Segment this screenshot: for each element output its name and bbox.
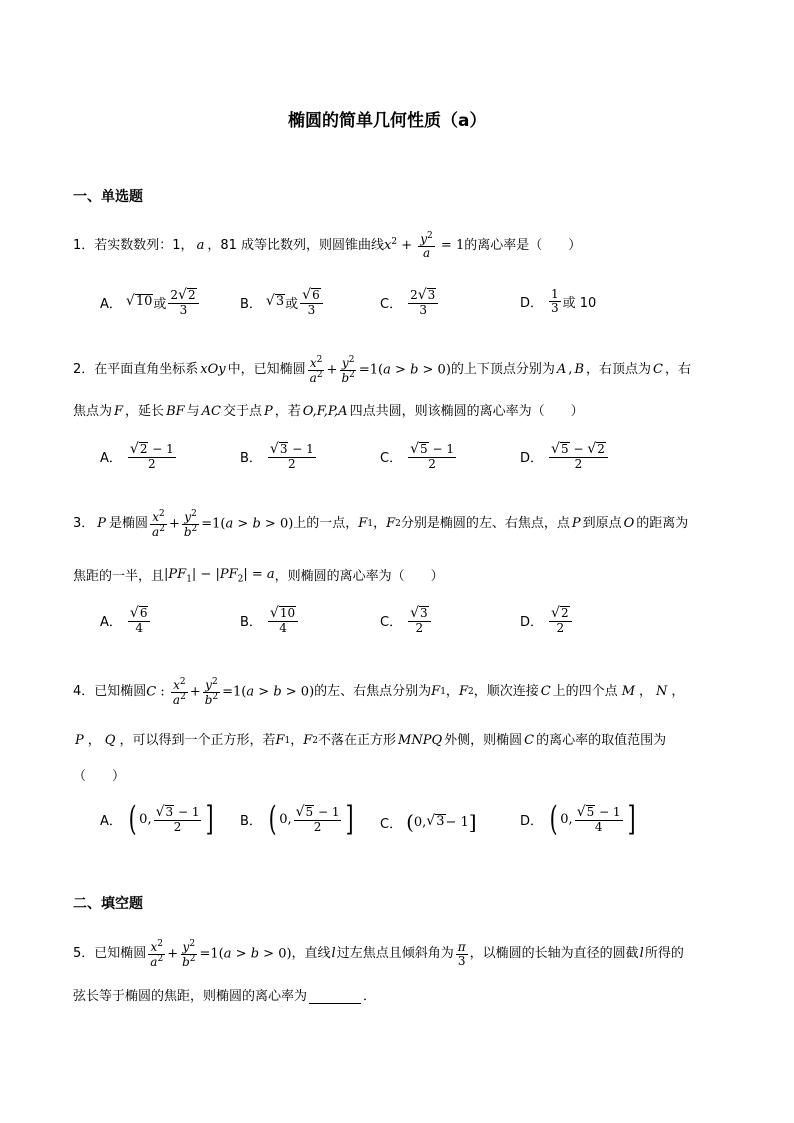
question-4-line-3: （ ） <box>73 769 126 784</box>
option-c[interactable]: C． √ 3 2 <box>380 606 433 634</box>
option-c[interactable]: C． √ 5 − 1 2 <box>380 441 454 471</box>
question-2: 2． 在平面直角坐标系 xOy 中，已知椭圆 $\frac{x^2}{a^2}$ + $\frac{y^2}{b^2}$ =1(a > b > 0) 的上下顶点分别为 A , B ，右顶点为 C ，右 <box>73 355 691 385</box>
question-5: 5． 已知椭圆 $\frac{x^2}{a^2}$ + $\frac{y^2}{b^2}$ =1(a > b > 0) ，直线 l 过左焦点且倾斜角为 $\frac{\pi}{3}$ ，以椭圆的长轴为直径的圆截 l 所得的 <box>73 939 684 969</box>
section-heading-single-choice: 一、单选题 <box>73 189 143 205</box>
question-4: 4． 已知椭圆 C : $\frac{x^2}{a^2}$ + $\frac{y^2}{b^2}$ =1(a > b > 0) 的左、右焦点分别为 F 1 ， F 2 ，顺次连接 C 上的四个点 M ， N ， <box>73 677 685 707</box>
option-a[interactable]: A． √ 10 或 2 √ 2 3 <box>100 288 201 316</box>
option-d[interactable]: D． √ 2 2 <box>520 606 574 634</box>
formula: $\frac{x^2}{a^2}$ + $\frac{y^2}{b^2}$ =1(a > b > 0) <box>152 509 294 539</box>
question-number: 5． <box>73 946 95 962</box>
option-a[interactable]: A． √ 2 − 1 2 <box>100 441 174 471</box>
formula: $\frac{x^2}{a^2}$ + $\frac{y^2}{b^2}$ =1(a > b > 0) <box>309 355 451 385</box>
formula: C : $\frac{x^2}{a^2}$ + $\frac{y^2}{b^2}$ =1(a > b > 0) <box>146 677 315 707</box>
option-a[interactable]: A． √ 6 4 <box>100 606 152 634</box>
question-1: 1． 若实数数列：1， a ，81 成等比数列，则圆锥曲线 $x^2$ + $\frac{y^2}{a}$ = 1 的离心率是（ ） <box>73 231 582 260</box>
question-3-line-2: 焦距的一半，且 $|PF_1| - |PF_2| = a$ ，则椭圆的离心率为（ ） <box>73 566 444 589</box>
option-d[interactable]: D． $\frac{1}{3}$ 或 10 <box>520 287 597 315</box>
question-number: 2． <box>73 362 95 378</box>
question-5-line-2: 弦长等于椭圆的焦距，则椭圆的离心率为 ． <box>73 989 377 1004</box>
question-number: 4． <box>73 684 95 700</box>
question-3: 3． P 是椭圆 $\frac{x^2}{a^2}$ + $\frac{y^2}{b^2}$ =1(a > b > 0) 上的一点， F 1 ， F 2 分别是椭圆的左、右焦点，点 P 到原点 O 的距离为 <box>73 509 689 539</box>
option-d[interactable]: D． ( 0, √ 5 − 1 4 ] <box>520 799 636 839</box>
section-heading-fill-blank: 二、填空题 <box>73 896 143 912</box>
formula: $x^2$ + $\frac{y^2}{a}$ = 1 <box>384 231 465 260</box>
question-4-line-2: P ， Q ，可以得到一个正方形，若 F 1 ， F 2 不落在正方形 MNPQ 外侧，则椭圆 C 的离心率的取值范围为 <box>75 733 667 748</box>
option-b[interactable]: B． √ 3 − 1 2 <box>240 441 314 471</box>
question-number: 1． <box>73 237 95 253</box>
formula: $|PF_1| - |PF_2| = a$ <box>164 567 275 585</box>
option-a[interactable]: A． ( 0, √ 3 − 1 2 ] <box>100 799 215 839</box>
answer-blank[interactable] <box>309 991 361 1004</box>
option-d[interactable]: D． √ 5 − √ 2 2 <box>520 442 610 470</box>
option-b[interactable]: B． ( 0, √ 5 − 1 2 ] <box>240 799 355 839</box>
question-number: 3． <box>73 516 95 532</box>
formula: $\frac{x^2}{a^2}$ + $\frac{y^2}{b^2}$ =1(a > b > 0) <box>150 939 292 969</box>
option-c[interactable]: C． 2 √ 3 3 <box>380 288 440 316</box>
option-c[interactable]: C． ( 0, √ 3 − 1 ] <box>380 810 477 834</box>
question-2-line-2: 焦点为 F ，延长 BF 与 AC 交于点 P ，若 O,F,P,A 四点共圆，则该椭圆的离心率为（ ） <box>73 404 584 419</box>
option-b[interactable]: B． √ 10 4 <box>240 606 300 634</box>
option-b[interactable]: B． √ 3 或 √ 6 3 <box>240 288 325 316</box>
page-title: 椭圆的简单几何性质（a） <box>288 111 487 131</box>
